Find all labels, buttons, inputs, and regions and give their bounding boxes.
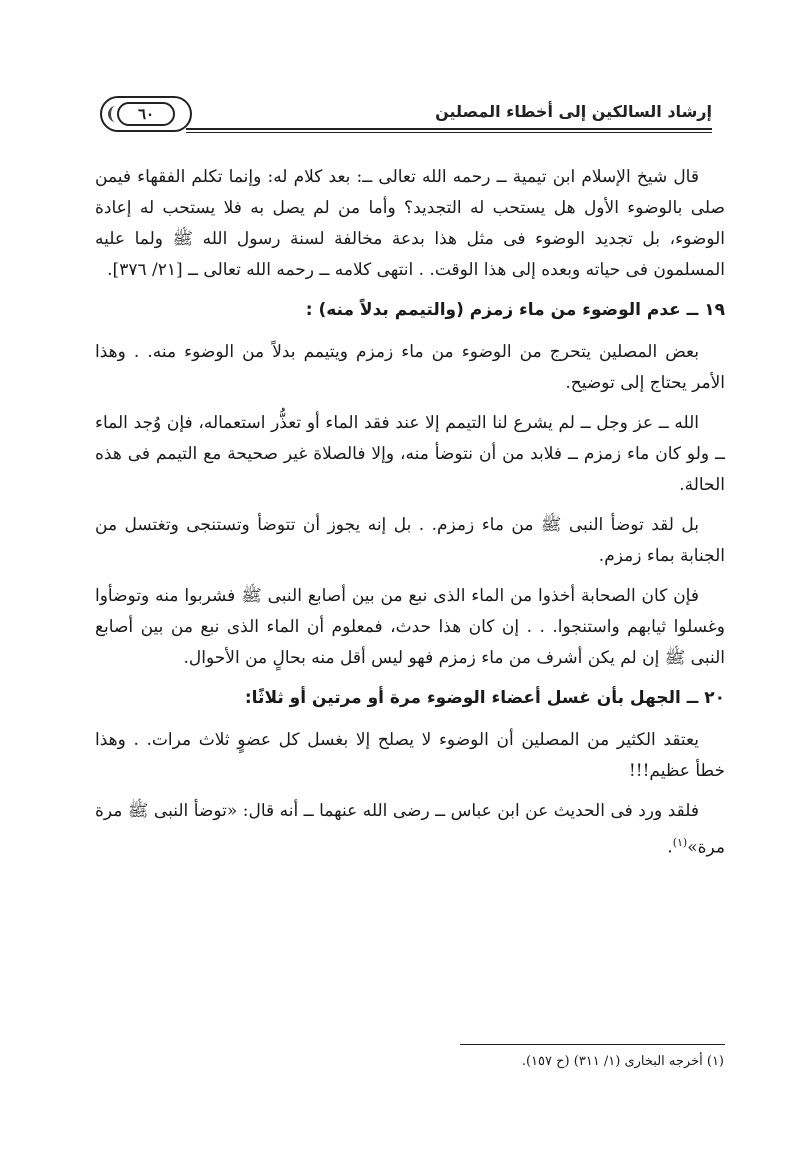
footnote-rule xyxy=(460,1044,725,1045)
heading-19: ١٩ ــ عدم الوضوء من ماء زمزم (والتيمم بدلاً منه) : xyxy=(305,300,725,320)
hadith-text: فلقد ورد فى الحديث عن ابن عباس ــ رضى الله عنهما ــ أنه قال: «توضأ النبى ﷺ مرة مرة» xyxy=(95,801,725,858)
paragraph-companions: فإن كان الصحابة أخذوا من الماء الذى نبع من بين أصابع النبى ﷺ فشربوا منه وتوضأوا وغسلوا ثيابهم واستنجوا. . . إن كان هذا حدث، فمعلوم أن الماء الذى نبع من بين أصابع النبى ﷺ إن لم يكن أشرف من ماء زمزم فهو ليس أقل منه بحالٍ من الأحوال. xyxy=(95,586,725,668)
book-title: إرشاد السالكين إلى أخطاء المصلين xyxy=(435,102,712,121)
footnote: (١) أخرجه البخارى (١/ ٣١١) (ح ١٥٧). xyxy=(521,1054,724,1069)
page-number-badge xyxy=(100,96,192,132)
header-rule-thin xyxy=(186,132,712,133)
paragraph-prophet-wudu: بل لقد توضأ النبى ﷺ من ماء زمزم. . بل إنه يجوز أن تتوضأ وتستنجى وتغتسل من الجنابة بماء زمزم. xyxy=(95,515,725,566)
paragraph-three-times: يعتقد الكثير من المصلين أن الوضوء لا يصلح إلا بغسل كل عضوٍ ثلاث مرات. . وهذا خطأ عظيم!!! xyxy=(95,730,725,781)
paragraph-ibn-taymiyyah: قال شيخ الإسلام ابن تيمية ــ رحمه الله تعالى ــ: بعد كلام له: وإنما تكلم الفقهاء فيمن صلى بالوضوء الأول هل يستحب له التجديد؟ وأما من لم يصل به فلا يستحب له إعادة الوضوء، بل تجديد الوضوء فى مثل هذا بدعة مخالفة لسنة رسول الله ﷺ ولما عليه المسلمون فى حياته وبعده إلى هذا الوقت. . انتهى كلامه ــ رحمه الله تعالى ــ [٢١/ ٣٧٦]. xyxy=(95,167,725,280)
paragraph-hadith xyxy=(95,796,725,864)
header-rule xyxy=(186,128,712,130)
page-header xyxy=(100,96,712,140)
paragraph-zamzam-intro: بعض المصلين يتحرج من الوضوء من ماء زمزم ويتيمم بدلاً من الوضوء منه. . وهذا الأمر يحتاج إلى توضيح. xyxy=(95,342,725,393)
footnote-ref[interactable]: (١) xyxy=(672,836,688,849)
page-number: ٦٠ xyxy=(117,102,175,126)
hadith-end: . xyxy=(667,837,673,858)
page-body xyxy=(95,162,725,873)
heading-20: ٢٠ ــ الجهل بأن غسل أعضاء الوضوء مرة أو مرتين أو ثلاثًا: xyxy=(244,688,725,708)
paragraph-tayammum: الله ــ عز وجل ــ لم يشرع لنا التيمم إلا عند فقد الماء أو تعذُّر استعماله، فإن وُجد الماء ــ ولو كان ماء زمزم ــ فلابد من أن نتوضأ منه، وإلا فالصلاة غير صحيحة مع التيمم فى هذه الحالة. xyxy=(95,413,725,495)
